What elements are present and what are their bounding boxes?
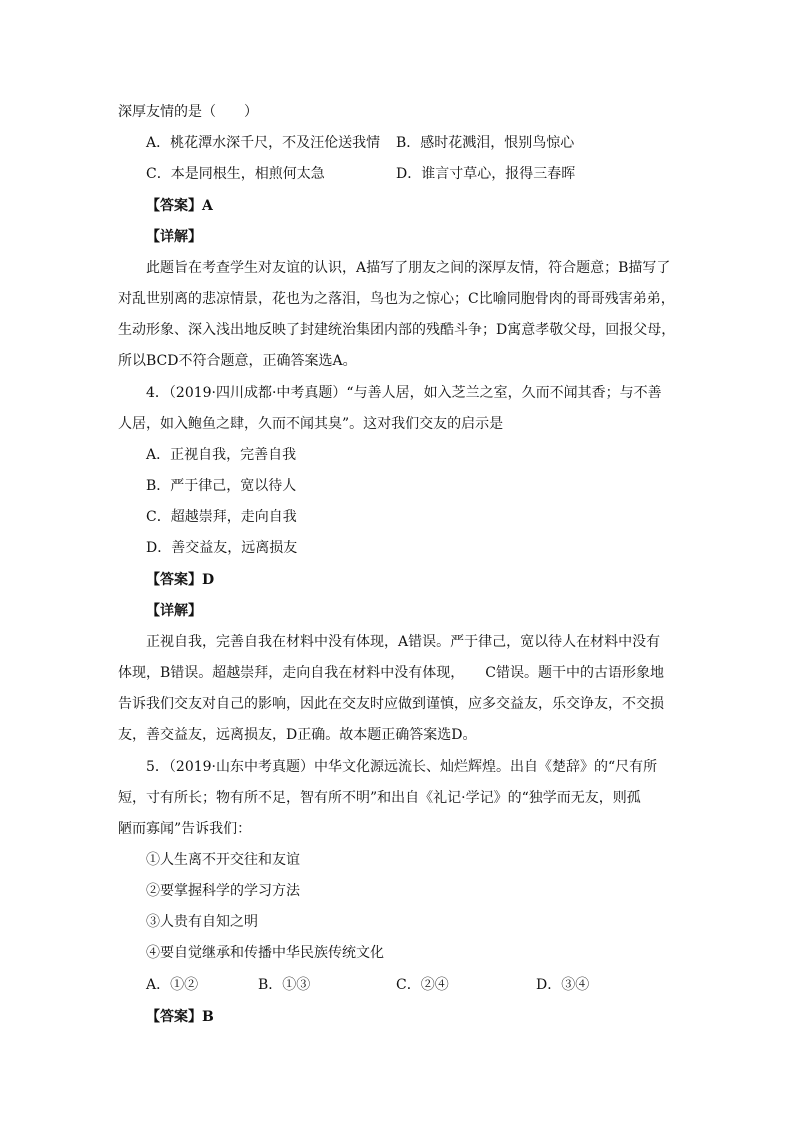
q5-statement: ④要自觉继承和传播中华民族传统文化 [146,945,384,961]
q4-option-b: B．严于律己，宽以待人 [146,478,297,494]
q3-answer-value: A [202,198,213,214]
q3-stem-tail: 深厚友情的是（ ） [118,104,258,120]
q4-stem-line: 4．（2019·四川成都·中考真题）“与善人居，如入芝兰之室，久而不闻其香；与不善 [146,385,662,401]
q3-detail-line: 此题旨在考查学生对友谊的认识，A描写了朋友之间的深厚友情，符合题意；B描写了 [146,260,671,276]
q5-statement: ②要掌握科学的学习方法 [146,883,300,899]
q3-option-c: C．本是同根生，相煎何太急 [146,166,325,182]
q4-detail-label: 【详解】 [146,603,202,619]
q4-detail-line: 体现，B错误。超越崇拜，走向自我在材料中没有体现， C错误。题干中的古语形象地 [118,665,664,681]
q4-detail-line: 正视自我，完善自我在材料中没有体现，A错误。严于律己，宽以待人在材料中没有 [146,634,661,650]
q3-option-b: B．感时花溅泪，恨别鸟惊心 [396,135,575,151]
q5-option-b: B．①③ [258,977,311,993]
q3-answer-label: 【答案】 [146,198,202,214]
q3-answer [146,196,213,216]
q4-detail-line: 告诉我们交友对自己的影响，因此在交友时应做到谨慎，应多交益友，乐交诤友，不交损 [118,696,664,712]
q5-option-d: D．③④ [536,977,590,993]
q4-option-d: D．善交益友，远离损友 [146,540,298,556]
q5-answer [146,1007,214,1027]
q5-stem-line: 短，寸有所长；物有所不足，智有所不明”和出自《礼记·学记》的“独学而无友，则孤 [118,790,641,806]
q4-answer-label: 【答案】 [146,572,202,588]
q3-detail-line: 所以BCD不符合题意，正确答案选A。 [118,353,357,369]
q4-option-a: A．正视自我，完善自我 [146,447,297,463]
q4-detail-line: 友，善交益友，远离损友，D正确。故本题正确答案选D。 [118,727,477,743]
q4-answer [146,570,214,590]
q5-option-a: A．①② [146,977,199,993]
q5-stem-line: 陋而寡闻”告诉我们： [118,821,252,837]
q5-answer-value: B [202,1009,214,1025]
q5-statement: ①人生离不开交往和友谊 [146,852,300,868]
q3-option-d: D．谁言寸草心，报得三春晖 [396,166,576,182]
q5-answer-label: 【答案】 [146,1009,202,1025]
q4-answer-value: D [202,572,215,588]
q3-detail-label: 【详解】 [146,229,202,245]
q4-option-c: C．超越崇拜，走向自我 [146,509,297,525]
q5-option-c: C．②④ [396,977,449,993]
q5-statement: ③人贵有自知之明 [146,914,258,930]
q3-option-a: A．桃花潭水深千尺，不及汪伦送我情 [146,135,381,151]
q5-stem-line: 5．（2019·山东中考真题）中华文化源远流长、灿烂辉煌。出自《楚辞》的“尺有所 [146,759,658,775]
q3-detail-line: 生动形象、深入浅出地反映了封建统治集团内部的残酷斗争；D寓意孝敬父母，回报父母， [118,322,676,338]
q3-detail-line: 对乱世别离的悲凉情景，花也为之落泪，鸟也为之惊心；C比喻同胞骨肉的哥哥残害弟弟， [118,291,675,307]
q4-stem-line: 人居，如入鲍鱼之肆，久而不闻其臭”。这对我们交友的启示是 [118,416,504,432]
